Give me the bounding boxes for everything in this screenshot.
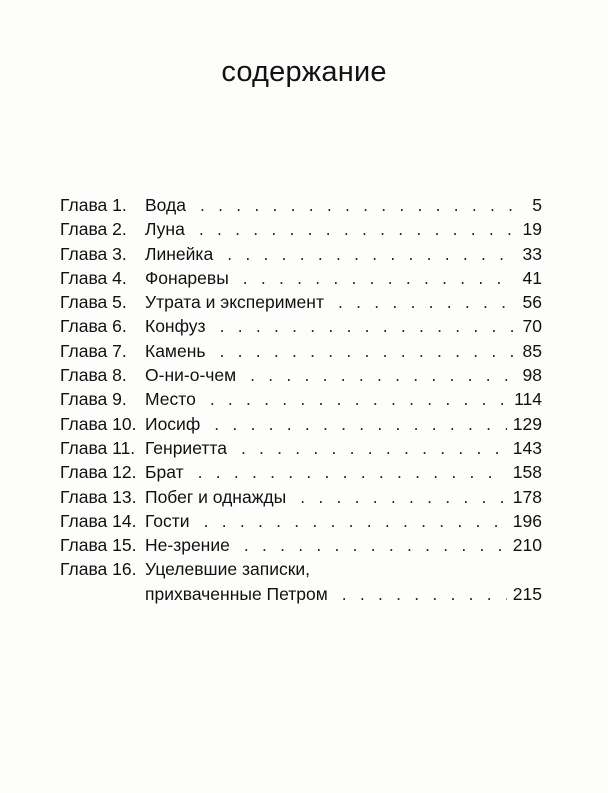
page-number: 210 <box>512 535 542 556</box>
toc-entry-11 <box>60 436 542 460</box>
chapter-number: Глава 7. <box>60 340 127 361</box>
chapter-title: Камень <box>145 340 206 361</box>
dot-leader <box>204 509 507 533</box>
toc-entry-16-continuation <box>60 582 542 606</box>
chapter-number: Глава 10. <box>60 413 137 434</box>
dot-leader <box>241 436 507 460</box>
toc-entry-5 <box>60 290 542 314</box>
page-number: 129 <box>512 413 542 434</box>
dot-leader <box>338 290 514 314</box>
toc-entry-3 <box>60 242 542 266</box>
chapter-title: Утрата и эксперимент <box>145 292 324 313</box>
dot-leader <box>342 582 507 606</box>
toc-entry-12 <box>60 460 542 484</box>
dot-leader <box>244 533 507 557</box>
chapter-title: Генриетта <box>145 437 227 458</box>
chapter-title: Иосиф <box>145 413 201 434</box>
toc-entry-14 <box>60 509 542 533</box>
page-number: 56 <box>522 292 542 313</box>
dot-leader <box>300 485 507 509</box>
chapter-title-line2: прихваченные Петром <box>145 583 328 604</box>
page-number: 41 <box>522 267 542 288</box>
toc-entry-8 <box>60 363 542 387</box>
toc-entry-10 <box>60 412 542 436</box>
dot-leader <box>220 314 514 338</box>
toc-entry-9 <box>60 387 542 411</box>
dot-leader <box>214 412 507 436</box>
chapter-title: Не-зрение <box>145 535 230 556</box>
table-of-contents <box>60 193 542 606</box>
chapter-number: Глава 3. <box>60 243 127 264</box>
chapter-number: Глава 16. <box>60 559 137 580</box>
chapter-number: Глава 8. <box>60 365 127 386</box>
chapter-number: Глава 9. <box>60 389 127 410</box>
dot-leader <box>243 266 514 290</box>
toc-entry-15 <box>60 533 542 557</box>
dot-leader <box>199 217 514 241</box>
chapter-number: Глава 2. <box>60 219 127 240</box>
toc-entry-4 <box>60 266 542 290</box>
chapter-number: Глава 1. <box>60 195 127 215</box>
toc-entry-13 <box>60 485 542 509</box>
chapter-number: Глава 4. <box>60 267 127 288</box>
chapter-title: Линейка <box>145 243 214 264</box>
dot-leader <box>210 387 508 411</box>
chapter-number: Глава 14. <box>60 510 137 531</box>
chapter-number: Глава 6. <box>60 316 127 337</box>
chapter-title: Гости <box>145 510 190 531</box>
chapter-title: Конфуз <box>145 316 206 337</box>
page-number: 19 <box>522 219 542 240</box>
toc-entry-7 <box>60 339 542 363</box>
chapter-number: Глава 13. <box>60 486 137 507</box>
dot-leader <box>200 193 514 217</box>
toc-entry-2 <box>60 217 542 241</box>
chapter-title: Место <box>145 389 196 410</box>
page-number: 70 <box>522 316 542 337</box>
chapter-title: Вода <box>145 195 186 215</box>
page-number: 5 <box>532 195 542 215</box>
chapter-title: Побег и однажды <box>145 486 287 507</box>
page-number: 98 <box>522 365 542 386</box>
page-number: 85 <box>522 340 542 361</box>
page-number: 178 <box>512 486 542 507</box>
toc-entry-6 <box>60 314 542 338</box>
chapter-number: Глава 5. <box>60 292 127 313</box>
chapter-title: Уцелевшие записки, <box>145 559 311 580</box>
toc-entry-16 <box>60 557 542 581</box>
dot-leader <box>250 363 514 387</box>
chapter-number: Глава 15. <box>60 535 137 556</box>
chapter-number: Глава 12. <box>60 462 137 483</box>
chapter-title: Фонаревы <box>145 267 229 288</box>
chapter-title: Брат <box>145 462 184 483</box>
chapter-number: Глава 11. <box>60 437 136 458</box>
chapter-title: Луна <box>145 219 185 240</box>
dot-leader <box>219 339 514 363</box>
page-number: 143 <box>512 437 542 458</box>
page-number: 196 <box>512 510 542 531</box>
page-number: 215 <box>512 583 542 604</box>
chapter-title: О-ни-о-чем <box>145 365 237 386</box>
page-number: 114 <box>514 389 542 410</box>
page-number: 33 <box>522 243 542 264</box>
dot-leader <box>227 242 514 266</box>
toc-entry-1 <box>60 193 542 217</box>
page-number: 158 <box>512 462 542 483</box>
page-title: содержание <box>221 56 387 88</box>
dot-leader <box>198 460 507 484</box>
